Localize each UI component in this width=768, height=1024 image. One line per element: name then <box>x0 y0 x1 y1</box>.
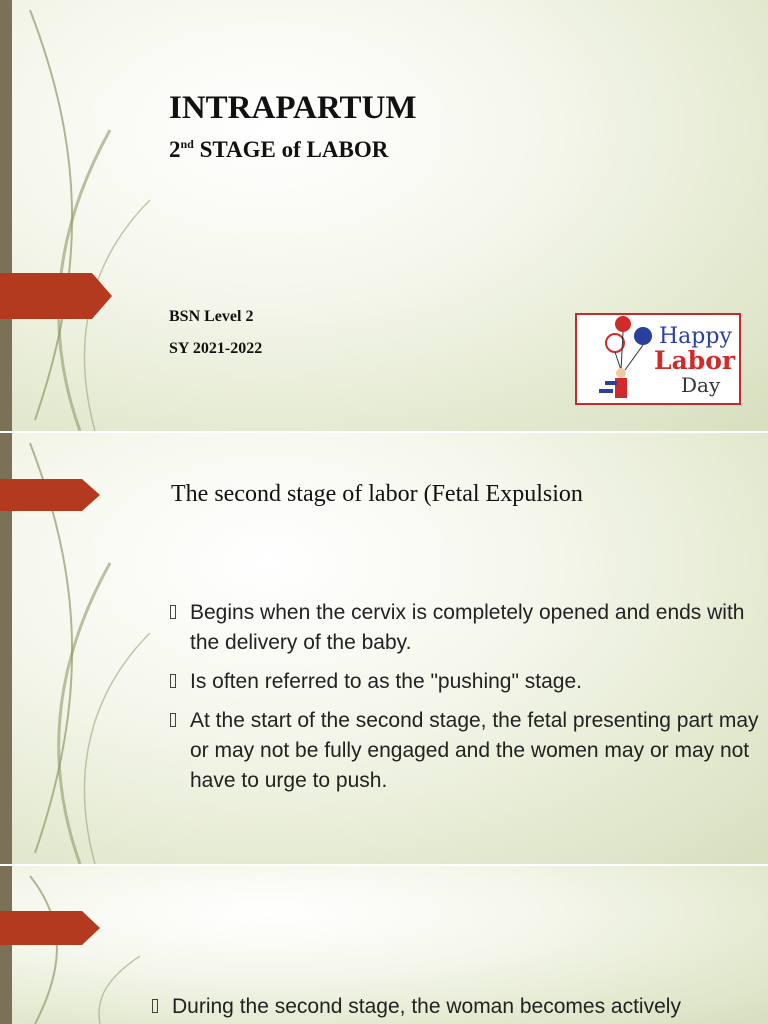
bullet-text: At the start of the second stage, the fetal presenting part may or may not be fully engaged and the women may or may not have to urge to push. <box>190 709 759 792</box>
list-item <box>170 667 768 697</box>
slide-heading: The second stage of labor (Fetal Expulsion <box>171 481 583 507</box>
level-text: BSN Level 2 <box>169 308 254 325</box>
bullet-text: Begins when the cervix is completely opened and ends with the delivery of the baby. <box>190 601 745 654</box>
bullet-icon <box>170 605 176 619</box>
balloon-white-icon <box>606 334 624 352</box>
slide-subtitle <box>169 137 388 163</box>
subtitle-number: 2 <box>169 137 181 162</box>
logo-line3: Day <box>681 373 721 397</box>
slide-continuation <box>0 866 768 1024</box>
logo-line2: Labor <box>654 346 736 375</box>
slide-title <box>0 0 768 431</box>
accent-tab <box>0 273 112 319</box>
labor-day-logo <box>575 313 741 405</box>
list-item <box>170 598 768 658</box>
bullet-icon <box>170 674 176 688</box>
bullet-text: During the second stage, the woman becomes actively <box>172 995 681 1018</box>
bullet-icon <box>170 713 176 727</box>
figure-head-icon <box>616 368 626 378</box>
bullet-icon <box>152 999 158 1013</box>
school-year-text: SY 2021-2022 <box>169 340 263 357</box>
subtitle-text: STAGE of LABOR <box>193 137 389 162</box>
balloon-red-icon <box>615 316 631 332</box>
slide-title-heading: INTRAPARTUM <box>169 90 417 126</box>
list-item <box>170 706 768 796</box>
bullet-list <box>170 598 768 805</box>
bullet-list <box>152 992 768 1024</box>
logo-line1: Happy <box>659 324 732 349</box>
balloon-blue-icon <box>634 327 652 345</box>
slide-second-stage <box>0 433 768 864</box>
accent-tab <box>0 479 100 511</box>
bullet-text: Is often referred to as the "pushing" stage. <box>190 670 582 693</box>
list-item <box>152 992 768 1022</box>
accent-tab <box>0 911 100 945</box>
subtitle-ordinal: nd <box>180 137 194 151</box>
labor-day-art <box>577 315 739 403</box>
decorative-swoosh <box>0 0 200 431</box>
